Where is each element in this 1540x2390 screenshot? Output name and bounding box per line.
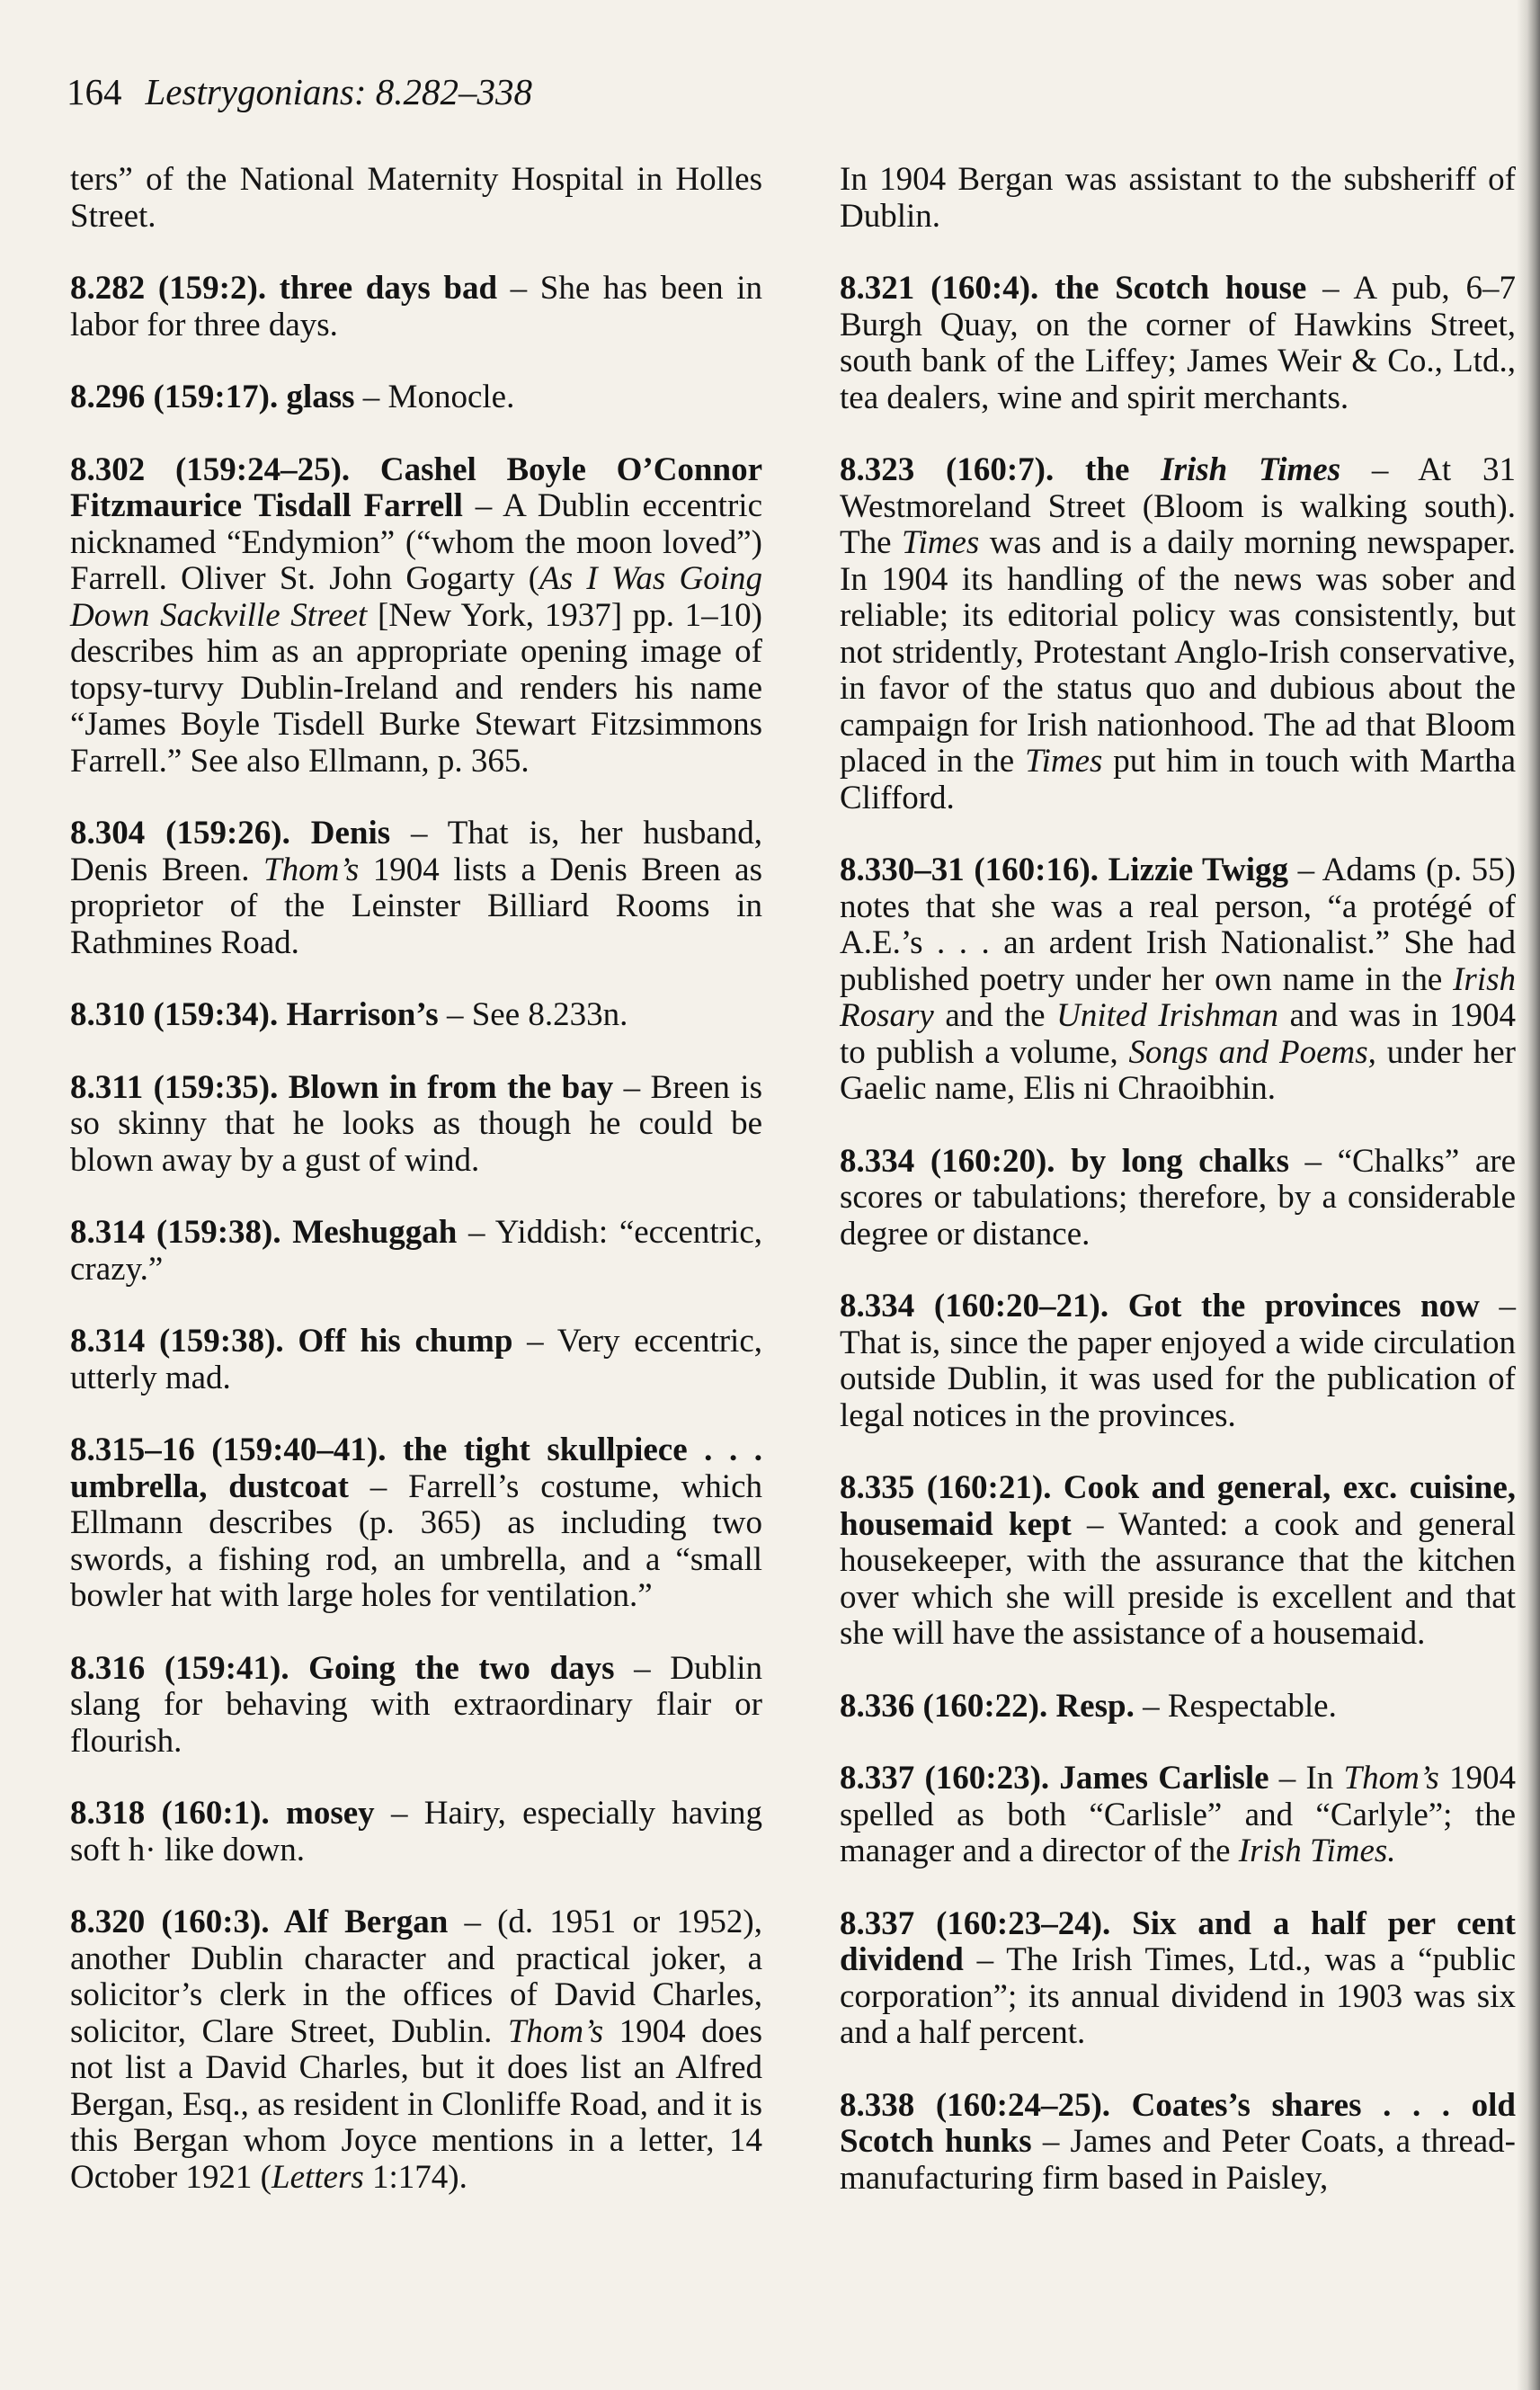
entry-text: put him in touch with Martha Clifford. — [840, 743, 1517, 816]
entry-lemma: 8.323 (160:7). the — [840, 451, 1162, 488]
entry-text: 1:174). — [363, 2158, 467, 2196]
entry-lemma: 8.330–31 (160:16). Lizzie Twigg — [840, 852, 1288, 888]
entry-text: [New York, 1937] pp. 1–10) describes him as an appropriate opening image of topsy-turvy Dublin-Ireland and renders his name “James Boyle Tisdell Burke Stewart Fitzsimmons Farrell.” See also Ellmann, p. 365. — [70, 596, 763, 780]
entry-text: and the — [933, 997, 1057, 1034]
gloss-entry — [840, 1289, 1516, 1434]
italic-title: Thom’s — [1343, 1760, 1439, 1797]
gloss-entry — [840, 2088, 1516, 2198]
entry-text: – Breen is so skinny that he looks as though he could be blown away by a gust of wind. — [70, 1068, 762, 1179]
entry-lemma: 8.334 (160:20–21). Got the provinces now — [840, 1288, 1480, 1324]
entry-text: 1904 spelled as both “Carlisle” and “Carlyle”; the manager and a director of the — [840, 1760, 1516, 1869]
italic-title: Irish Times. — [1238, 1833, 1396, 1869]
gloss-entry — [70, 997, 762, 1034]
entry-text: – In — [1268, 1760, 1344, 1797]
entry-lemma: 8.304 (159:26). Denis — [70, 815, 391, 852]
gloss-entry — [70, 452, 762, 780]
italic-title: Times — [1025, 743, 1103, 780]
entry-lemma: 8.318 (160:1). mosey — [70, 1795, 375, 1832]
entry-text: – James and Peter Coats, a thread-manufacturing firm based in Paisley, — [840, 2123, 1516, 2197]
entry-lemma: 8.336 (160:22). Resp. — [840, 1687, 1135, 1725]
entry-text: – Adams (p. 55) notes that she was a real person, “a protégé of A.E.’s . . . an ardent Irish Nationalist.” She had published poetry under her own name in the — [840, 852, 1516, 998]
italic-title: Letters — [272, 2158, 364, 2196]
entry-text: – Wanted: a cook and general housekeeper, with the assurance that the kitchen over which she will preside is excellent and that she will have the assistance of a housemaid. — [840, 1505, 1516, 1652]
entry-text: – Dublin slang for behaving with extraordinary flair or flourish. — [70, 1649, 762, 1760]
entry-text: 1904 does not list a David Charles, but it does list an Alfred Bergan, Esq., as resident in Clonliffe Road, and it is this Bergan whom Joyce mentions in a letter, 14 October 1921 ( — [70, 2012, 762, 2196]
entry-lemma: 8.296 (159:17). glass — [70, 379, 355, 415]
gloss-entry — [70, 1904, 762, 2196]
entry-lemma: 8.316 (159:41). Going the two days — [70, 1649, 615, 1687]
entry-lemma: 8.337 (160:23–24). Six and a half per cent dividend — [840, 1904, 1516, 1978]
italic-title: Times — [901, 524, 980, 561]
left-continuation — [70, 162, 762, 235]
entry-text: ters” of the National Maternity Hospital in Holles Street. — [70, 161, 762, 235]
entry-text: – She has been in labor for three days. — [70, 270, 763, 343]
entry-text: – Hairy, especially having soft h· like down. — [70, 1795, 762, 1868]
entry-text: and was in 1904 to publish a volume, — [840, 997, 1517, 1071]
gloss-entry — [840, 1689, 1516, 1726]
entry-text: – Very eccentric, utterly mad. — [70, 1323, 763, 1396]
entry-lemma: 8.302 (159:24–25). Cashel Boyle O’Connor Fitzmaurice Tisdall Farrell — [70, 450, 762, 524]
entry-text: 1904 lists a Denis Breen as proprietor of the Leinster Billiard Rooms in Rathmines Road. — [70, 851, 763, 961]
entry-text: – A Dublin eccentric nicknamed “Endymion” (“whom the moon loved”) Farrell. Oliver St. John Gogarty ( — [70, 487, 762, 597]
gloss-entry — [840, 1761, 1516, 1870]
entry-lemma: 8.314 (159:38). Off his chump — [70, 1323, 513, 1360]
entry-text: – A pub, 6–7 Burgh Quay, on the corner of Hawkins Street, south bank of the Liffey; James Weir & Co., Ltd., tea dealers, wine and spirit merchants. — [840, 270, 1516, 416]
entry-text: – The Irish Times, Ltd., was a “public corporation”; its annual dividend in 1903 was six and a half percent. — [840, 1941, 1516, 2051]
page-edge-shadow — [1517, 0, 1540, 2390]
entry-text: – At 31 Westmoreland Street (Bloom is walking south). The — [840, 451, 1516, 561]
entry-text: – (d. 1951 or 1952), another Dublin character and practical joker, a solicitor’s clerk in the offices of David Charles, solicitor, Clare Street, Dublin. — [70, 1904, 762, 2050]
gloss-entry — [840, 1470, 1516, 1653]
entry-text: under her Gaelic name, Elis ni Chraoibhin. — [840, 1033, 1516, 1107]
entry-lemma: 8.335 (160:21). Cook and general, exc. cuisine, housemaid kept — [840, 1469, 1516, 1543]
running-head — [67, 70, 532, 113]
entry-lemma: 8.310 (159:34). Harrison’s — [70, 996, 439, 1033]
entry-lemma: Irish Times — [1161, 451, 1341, 488]
italic-title: Thom’s — [263, 851, 360, 888]
gloss-entry — [840, 852, 1516, 1108]
gloss-entry — [70, 1796, 762, 1868]
entry-text: – Farrell’s costume, which Ellmann describes (p. 365) as including two swords, a fishing rod, an umbrella, and a “small bowler hat with large holes for ventilation.” — [70, 1467, 763, 1614]
gloss-entry — [840, 271, 1516, 416]
entry-lemma: 8.320 (160:3). Alf Bergan — [70, 1904, 449, 1940]
entry-lemma: 8.338 (160:24–25). Coates’s shares . . . old Scotch hunks — [840, 2086, 1516, 2160]
italic-title: Irish Rosary — [840, 960, 1516, 1034]
italic-title: Songs and Poems, — [1128, 1033, 1376, 1071]
gloss-entry — [70, 1215, 762, 1288]
entry-text: – That is, her husband, Denis Breen. — [70, 815, 762, 888]
entry-text: – Respectable. — [1134, 1687, 1337, 1725]
entry-lemma: 8.337 (160:23). James Carlisle — [840, 1760, 1269, 1797]
entry-text: – “Chalks” are scores or tabulations; therefore, by a considerable degree or distance. — [840, 1142, 1516, 1253]
left-column — [70, 162, 762, 2232]
gloss-entry — [70, 1324, 762, 1396]
gloss-entry — [840, 452, 1516, 816]
italic-title: As I Was Going Down Sackville Street — [70, 560, 762, 634]
entry-lemma: 8.321 (160:4). the Scotch house — [840, 270, 1307, 307]
entry-lemma: 8.282 (159:2). three days bad — [70, 270, 498, 307]
gloss-entry — [840, 1906, 1516, 2052]
running-title: Lestrygonians: 8.282–338 — [145, 71, 532, 112]
entry-text: – Yiddish: “eccentric, crazy.” — [70, 1214, 762, 1288]
gloss-entry — [70, 271, 762, 343]
entry-text: – Monocle. — [354, 379, 515, 415]
gloss-entry — [70, 379, 762, 416]
gloss-entry — [70, 1070, 762, 1180]
page-number: 164 — [67, 71, 122, 112]
entry-text: – See 8.233n. — [438, 996, 628, 1033]
entry-text: was and is a daily morning newspaper. In 1904 its handling of the news was sober and reliable; its editorial policy was consistently, but not stridently, Protestant Anglo-Irish conservative, in favor of the status quo and dubious about the campaign for Irish nationhood. The ad that Bloom placed in the — [840, 524, 1516, 780]
entry-text: In 1904 Bergan was assistant to the subsheriff of Dublin. — [840, 161, 1516, 235]
right-column — [840, 162, 1516, 2233]
gloss-entry — [70, 816, 762, 961]
gloss-entry — [70, 1651, 762, 1761]
gloss-entry — [70, 1432, 762, 1615]
entry-text: – That is, since the paper enjoyed a wide circulation outside Dublin, it was used for the publication of legal notices in the provinces. — [840, 1288, 1517, 1434]
gloss-entry — [840, 1144, 1516, 1253]
entry-lemma: 8.334 (160:20). by long chalks — [840, 1142, 1289, 1180]
entry-lemma: 8.311 (159:35). Blown in from the bay — [70, 1068, 614, 1106]
entry-lemma: 8.314 (159:38). Meshuggah — [70, 1214, 458, 1251]
italic-title: United Irishman — [1056, 997, 1279, 1034]
right-continuation — [840, 162, 1516, 235]
entry-lemma: 8.315–16 (159:40–41). the tight skullpiece . . . umbrella, dustcoat — [70, 1431, 762, 1505]
italic-title: Thom’s — [507, 2012, 604, 2050]
